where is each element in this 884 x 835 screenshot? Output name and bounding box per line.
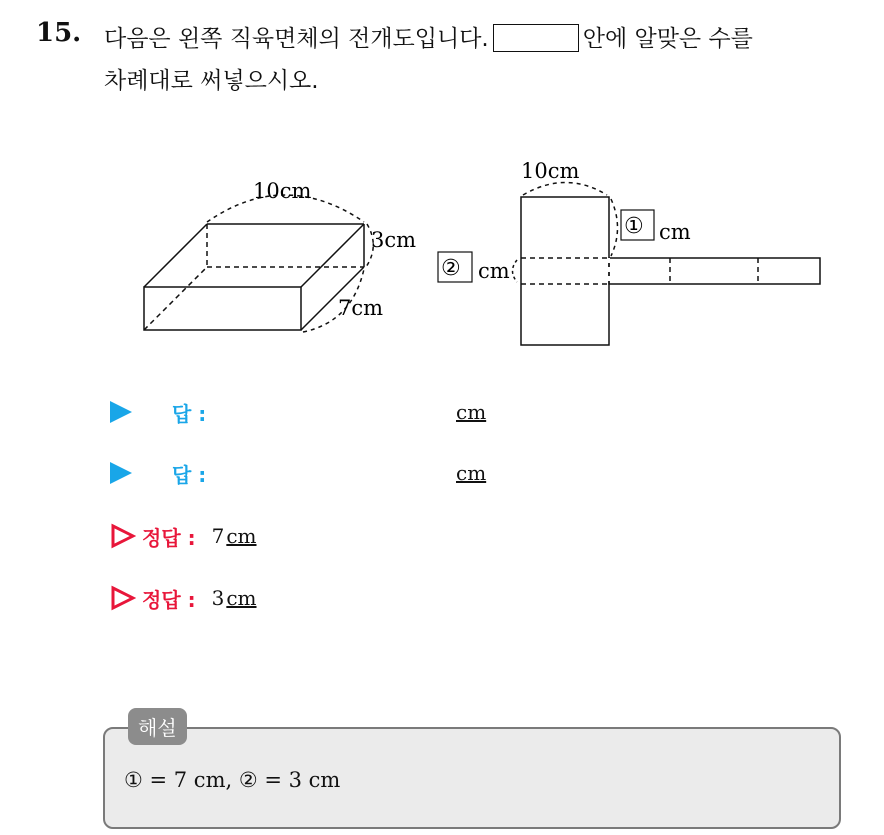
net-top-label: 10cm xyxy=(521,159,580,183)
key-value: 7 xyxy=(211,524,225,548)
circle2-marker: ② xyxy=(441,256,461,281)
key-label: 정답 : xyxy=(142,525,196,550)
key-label: 정답 : xyxy=(142,587,196,612)
net-drawing xyxy=(513,183,821,346)
answer-arrow-icon xyxy=(110,401,132,423)
answer-arrow-icon xyxy=(110,462,132,484)
key-row-1 xyxy=(110,521,257,551)
question-text-after-box: 안에 알맞은 수를 xyxy=(582,26,753,52)
figure xyxy=(0,0,884,400)
answer-unit: cm xyxy=(456,400,487,424)
circle2-unit: cm xyxy=(478,259,510,283)
key-row-2 xyxy=(110,583,257,613)
explanation-tag: 해설 xyxy=(128,708,187,745)
answer-row-2 xyxy=(110,458,206,488)
box-right-label: 3cm xyxy=(371,228,417,252)
answer-unit: cm xyxy=(456,461,487,485)
box-depth-label: 7cm xyxy=(338,296,384,320)
key-unit: cm xyxy=(226,586,257,610)
explanation-text: ① = 7 cm, ② = 3 cm xyxy=(124,768,341,792)
box-top-label: 10cm xyxy=(253,179,312,203)
circle1-marker: ① xyxy=(624,214,644,239)
question-line-2: 차례대로 써넣으시오. xyxy=(104,68,319,94)
answer-row-1 xyxy=(110,397,206,427)
key-value: 3 xyxy=(211,586,225,610)
key-arrow-icon xyxy=(110,585,136,611)
key-arrow-icon xyxy=(110,523,136,549)
question-text-before-box: 다음은 왼쪽 직육면체의 전개도입니다. xyxy=(104,26,489,52)
key-unit: cm xyxy=(226,524,257,548)
question-number: 15. xyxy=(36,18,82,48)
circle1-unit: cm xyxy=(659,220,691,244)
answer-label: 답 : xyxy=(172,462,207,487)
answer-label: 답 : xyxy=(172,401,207,426)
